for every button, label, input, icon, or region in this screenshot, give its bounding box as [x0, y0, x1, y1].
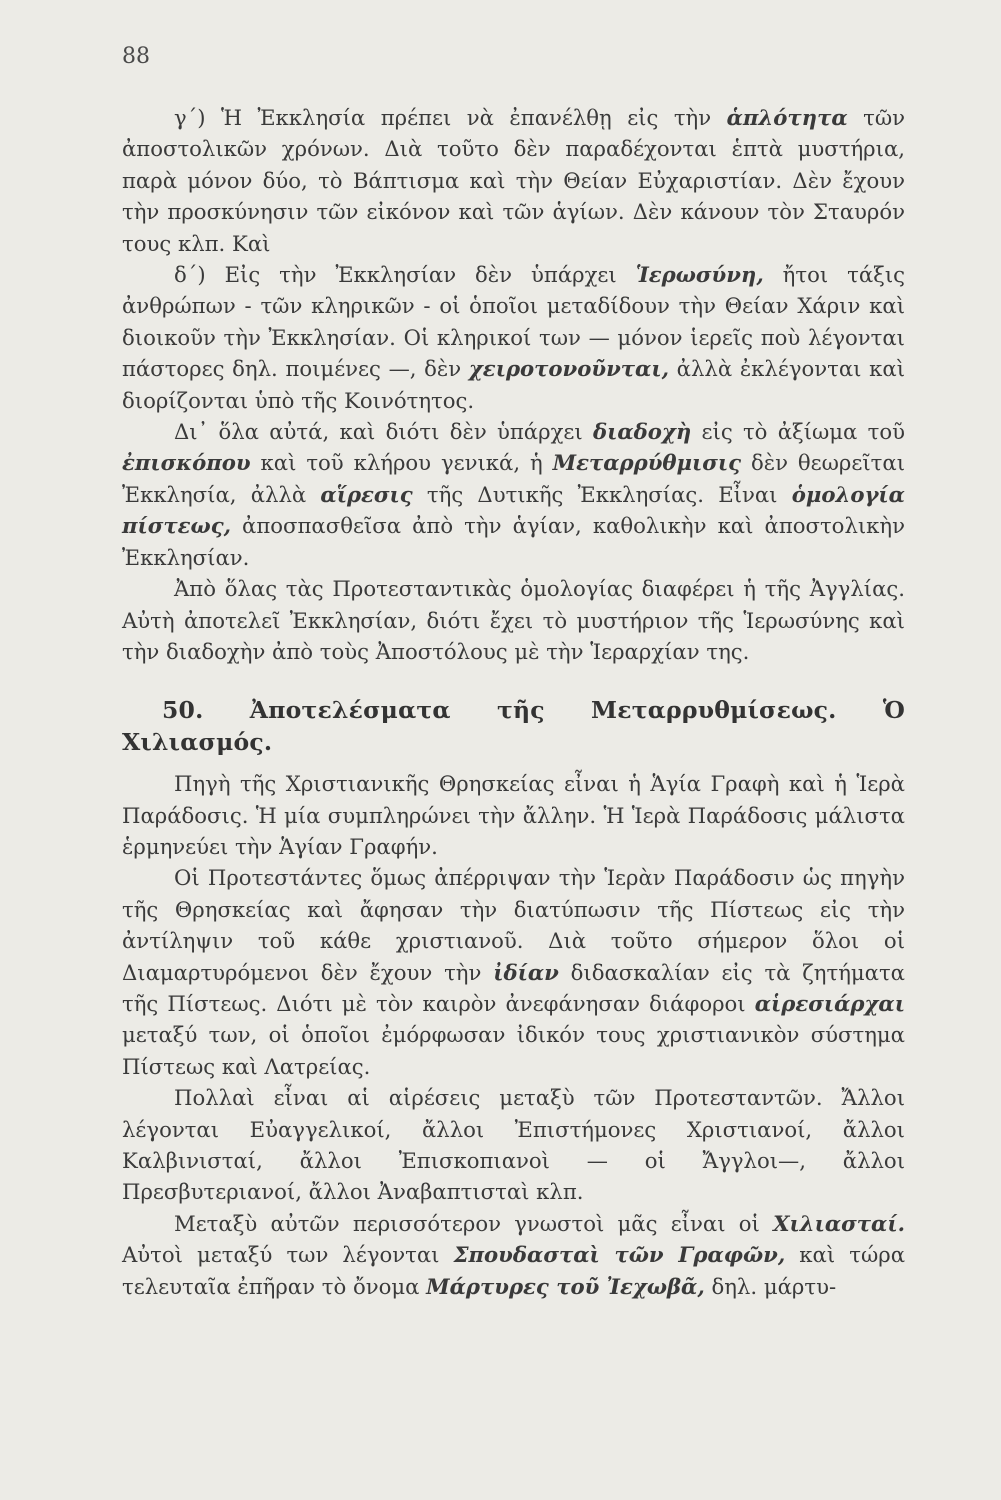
- page-number: 88: [122, 44, 150, 69]
- text-run: Αὐτοὶ μεταξύ των λέγονται: [122, 1242, 454, 1268]
- emphasized-term: ἐπισκόπου: [122, 450, 251, 476]
- text-run: ἀποσπασθεῖσα ἀπὸ τὴν ἁγίαν, καθολικὴν καὶ ἀποστολικὴν Ἐκκλησίαν.: [122, 513, 905, 570]
- text-run: διδασκαλίαν εἰς τὰ ζητήματα τῆς Πίστεως. Διότι μὲ τὸν καιρὸν ἀνεφάνησαν διάφοροι: [122, 959, 905, 1016]
- text-run: Οἱ Προτεστάντες ὅμως ἀπέρριψαν τὴν Ἱερὰν Παράδοσιν ὡς πηγὴν τῆς Θρησκείας καὶ ἄφησαν τὴν διατύπωσιν τῆς Πίστεως εἰς τὴν ἀντίληψιν τοῦ κάθε χριστιανοῦ. Διὰ τοῦτο σήμερον ὅλοι οἱ Διαμαρτυρόμενοι δὲν ἔχουν τὴν: [122, 865, 905, 985]
- paragraph: [122, 416, 905, 573]
- text-run: δηλ. μάρτυ-: [704, 1273, 837, 1299]
- text-run: ἤτοι τάξις ἀνθρώπων - τῶν κληρικῶν - οἱ ὁποῖοι μεταδίδουν τὴν Θείαν Χάριν καὶ διοικοῦν τὴν Ἐκκλησίαν. Οἱ κληρικοί των — μόνον ἱερεῖς ποὺ λέγονται πάστορες δηλ. ποιμένες —, δὲν: [122, 262, 906, 382]
- paragraph: [122, 573, 905, 667]
- paragraph: [122, 1208, 905, 1302]
- emphasized-term: αἱρεσιάρχαι: [754, 990, 905, 1016]
- text-run: Ἀπὸ ὅλας τὰς Προτεσταντικὰς ὁμολογίας διαφέρει ἡ τῆς Ἀγγλίας. Αὐτὴ ἀποτελεῖ Ἐκκλησίαν, διότι ἔχει τὸ μυστήριον τῆς Ἱερωσύνης καὶ τὴν διαδοχὴν ἀπὸ τοὺς Ἀποστόλους μὲ τὴν Ἱεραρχίαν της.: [122, 576, 905, 664]
- emphasized-term: ἁπλότητα: [726, 105, 848, 130]
- text-run: δ΄) Εἰς τὴν Ἐκκλησίαν δὲν ὑπάρχει: [174, 262, 636, 288]
- paragraphs-top: [122, 102, 905, 667]
- paragraph: [122, 1082, 905, 1208]
- paragraphs-bottom: [122, 768, 905, 1302]
- paragraph: [122, 768, 905, 862]
- emphasized-term: Ἱερωσύνη,: [635, 262, 764, 288]
- section-heading: 50. Ἀποτελέσματα τῆς Μεταρρυθμίσεως. Ὁ Χιλιασμός.: [122, 696, 905, 756]
- emphasized-term: Μάρτυρες τοῦ Ἰεχωβᾶ,: [426, 1273, 705, 1299]
- text-run: γ΄) Ἡ Ἐκκλησία πρέπει νὰ ἐπανέλθῃ εἰς τὴν: [174, 105, 727, 130]
- text-run: τῆς Δυτικῆς Ἐκκλησίας. Εἶναι: [412, 481, 792, 507]
- paragraph: [122, 259, 905, 416]
- paragraph: [122, 862, 905, 1082]
- emphasized-term: Σπουδασταὶ τῶν Γραφῶν,: [453, 1242, 786, 1268]
- text-run: Πολλαὶ εἶναι αἱ αἱρέσεις μεταξὺ τῶν Προτεσταντῶν. Ἄλλοι λέγονται Εὐαγγελικοί, ἄλλοι Ἐπιστήμονες Χριστιανοί, ἄλλοι Καλβινισταί, ἄλλοι Ἐπισκοπιανοὶ — οἱ Ἄγγλοι—, ἄλλοι Πρεσβυτεριανοί, ἄλλοι Ἀναβαπτισταὶ κλπ.: [122, 1085, 905, 1205]
- emphasized-term: χειροτονοῦνται,: [468, 356, 669, 382]
- emphasized-term: αἵρεσις: [320, 481, 413, 507]
- text-run: καὶ τοῦ κλήρου γενικά, ἡ: [250, 450, 553, 476]
- text-run: εἰς τὸ ἀξίωμα τοῦ: [691, 419, 905, 445]
- text-run: δὲν θεωρεῖται Ἐκκλησία, ἀλλὰ: [122, 450, 906, 507]
- text-run: Πηγὴ τῆς Χριστιανικῆς Θρησκείας εἶναι ἡ Ἁγία Γραφὴ καὶ ἡ Ἱερὰ Παράδοσις. Ἡ μία συμπληρώνει τὴν ἄλλην. Ἡ Ἱερὰ Παράδοσις μάλιστα ἑρμηνεύει τὴν Ἁγίαν Γραφήν.: [122, 771, 905, 859]
- text-run: Δι᾽ ὅλα αὐτά, καὶ διότι δὲν ὑπάρχει: [174, 419, 593, 445]
- emphasized-term: διαδοχὴ: [592, 419, 692, 445]
- text-run: ἀλλὰ ἐκλέγονται καὶ διορίζονται ὑπὸ τῆς Κοινότητος.: [122, 356, 906, 413]
- text-run: Μεταξὺ αὐτῶν περισσότερον γνωστοὶ μᾶς εἶναι οἱ: [174, 1210, 774, 1236]
- emphasized-term: ἰδίαν: [493, 959, 559, 985]
- emphasized-term: Μεταρρύθμισις: [552, 450, 742, 476]
- emphasized-term: Χιλιασταί.: [773, 1210, 905, 1236]
- paragraph: [122, 102, 905, 259]
- emphasized-term: ὁμολογία πίστεως,: [122, 481, 905, 539]
- text-run: τῶν ἀποστολικῶν χρόνων. Διὰ τοῦτο δὲν παραδέχονται ἑπτὰ μυστήρια, παρὰ μόνον δύο, τὸ Βάπτισμα καὶ τὴν Θείαν Εὐχαριστίαν. Δὲν ἔχουν τὴν προσκύνησιν τῶν εἰκόνον καὶ τῶν ἁγίων. Δὲν κάνουν τὸν Σταυρόν τους κλπ. Καὶ: [122, 105, 905, 256]
- text-run: μεταξύ των, οἱ ὁποῖοι ἐμόρφωσαν ἰδικόν τους χριστιανικὸν σύστημα Πίστεως καὶ Λατρείας.: [122, 1022, 905, 1079]
- body-text: [122, 102, 905, 1302]
- text-run: καὶ τώρα τελευταῖα ἐπῆραν τὸ ὄνομα: [122, 1242, 905, 1299]
